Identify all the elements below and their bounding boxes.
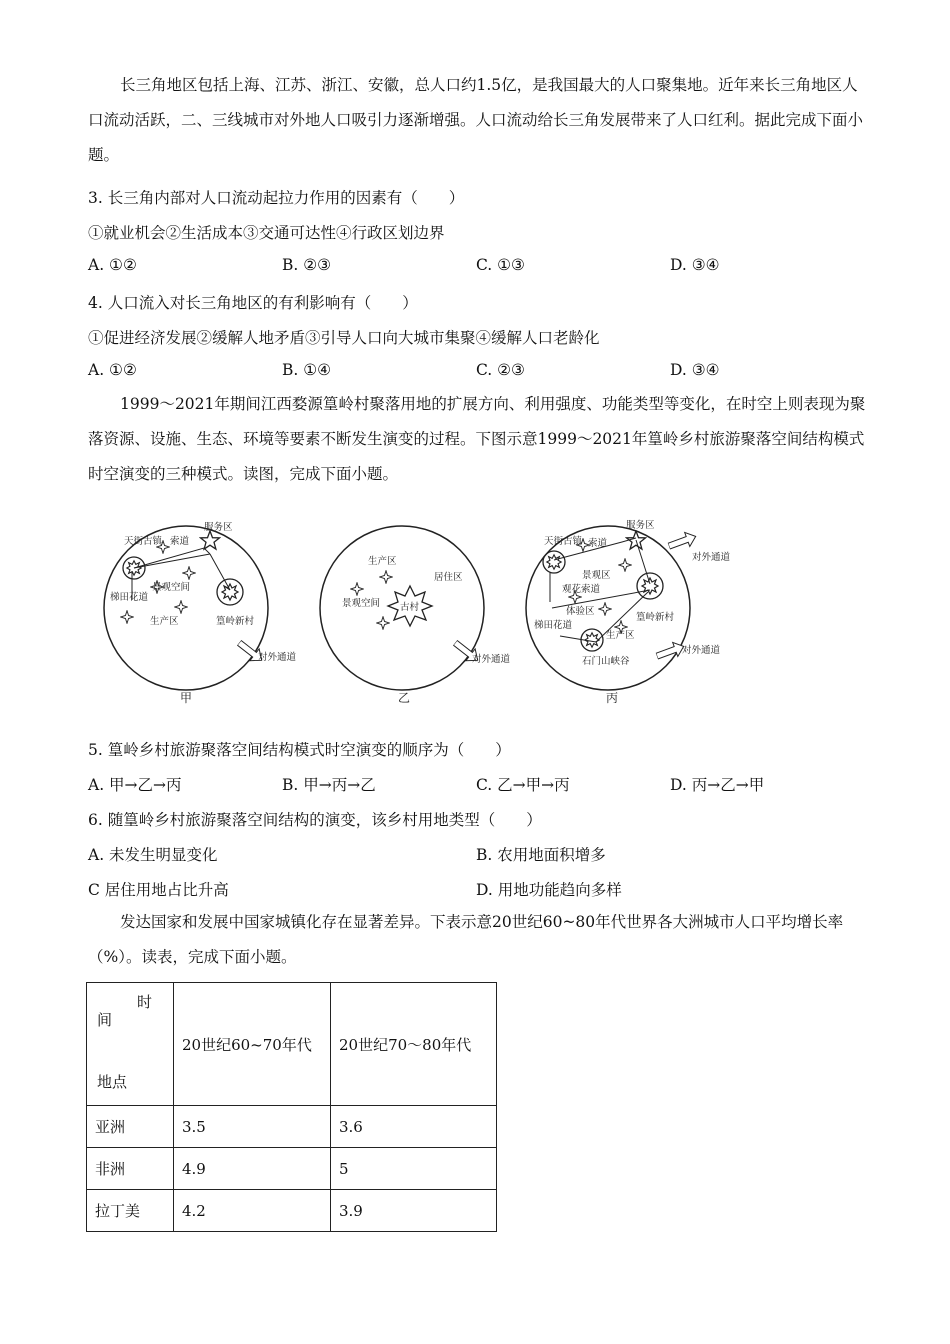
option-b[interactable]: B. ①④ <box>282 361 332 379</box>
header-col-1: 20世纪60~70年代 <box>174 983 331 1106</box>
option-a[interactable]: A. ①② <box>88 256 137 274</box>
cell-value: 3.9 <box>331 1190 497 1232</box>
label-shengchan: 生产区 <box>150 616 179 627</box>
label-tongdao: 对外通道 <box>472 654 511 665</box>
label-tianjie: 天街古镇 <box>544 536 583 547</box>
question-6-stem: 6. 随篁岭乡村旅游聚落空间结构的演变，该乡村用地类型（ ） <box>88 811 542 829</box>
settlement-diagrams-svg <box>88 512 788 722</box>
cell-place: 非洲 <box>87 1148 174 1190</box>
caption-bing: 丙 <box>606 691 619 705</box>
label-tianjie: 天街古镇 <box>124 536 163 547</box>
diagram-bing <box>526 519 731 705</box>
label-suodao: 索道 <box>588 538 608 549</box>
table-corner-cell <box>87 983 174 1106</box>
option-c[interactable]: C 居住用地占比升高 <box>88 881 229 899</box>
option-c[interactable]: C. 乙→甲→丙 <box>476 776 570 794</box>
question-3-stem: 3. 长三角内部对人口流动起拉力作用的因素有（ ） <box>88 189 465 207</box>
label-jingguan: 景观区 <box>582 570 611 581</box>
header-time-char: 时 <box>137 993 153 1011</box>
label-jingguan: 景观空间 <box>342 598 381 609</box>
diagram-jia <box>104 521 297 705</box>
header-col-2: 20世纪70～80年代 <box>331 983 497 1106</box>
option-c[interactable]: C. ①③ <box>476 256 525 274</box>
label-titian: 梯田花道 <box>534 620 573 631</box>
cell-value: 5 <box>331 1148 497 1190</box>
diagram-yi <box>320 526 511 705</box>
label-xincun: 篁岭新村 <box>636 612 675 623</box>
option-d[interactable]: D. ③④ <box>670 256 720 274</box>
option-d[interactable]: D. 丙→乙→甲 <box>670 776 765 794</box>
label-titian: 梯田花道 <box>110 592 149 603</box>
label-xincun: 篁岭新村 <box>216 616 255 627</box>
intro-huangling: 1999～2021年期间江西婺源篁岭村聚落用地的扩展方向、利用强度、功能类型等变化，在时空上则表现为聚落资源、设施、生态、环境等要素不断发生演变的过程。下图示意1999～2021年篁岭乡村旅游聚落空间结构模式时空演变的三种模式。读图，完成下面小题。 <box>88 395 866 483</box>
label-gucun: 古村 <box>400 602 420 613</box>
label-shimen: 石门山峡谷 <box>582 656 630 667</box>
table-row <box>87 1190 497 1232</box>
label-guanhua: 观花索道 <box>562 584 601 595</box>
cell-value: 4.9 <box>174 1148 331 1190</box>
label-shengchan: 生产区 <box>368 556 397 567</box>
caption-jia: 甲 <box>180 691 193 705</box>
cell-place: 亚洲 <box>87 1106 174 1148</box>
option-b[interactable]: B. 甲→丙→乙 <box>282 776 376 794</box>
header-place: 地点 <box>97 1073 128 1091</box>
question-3-items: ①就业机会②生活成本③交通可达性④行政区划边界 <box>88 224 445 242</box>
label-fuwuqu: 服务区 <box>204 522 233 533</box>
option-a[interactable]: A. ①② <box>88 361 137 379</box>
header-time-char2: 间 <box>97 1011 113 1029</box>
option-b[interactable]: B. ②③ <box>282 256 332 274</box>
cell-value: 3.5 <box>174 1106 331 1148</box>
option-c[interactable]: C. ②③ <box>476 361 525 379</box>
cell-value: 3.6 <box>331 1106 497 1148</box>
label-shengchan: 生产区 <box>606 630 635 641</box>
option-b[interactable]: B. 农用地面积增多 <box>476 846 606 864</box>
label-tongdao-2: 对外通道 <box>682 645 721 656</box>
label-tiyan: 体验区 <box>566 606 595 617</box>
option-d[interactable]: D. ③④ <box>670 361 720 379</box>
intro-yangtze-delta: 长三角地区包括上海、江苏、浙江、安徽，总人口约1.5亿，是我国最大的人口聚集地。近年来长三角地区人口流动活跃，二、三线城市对外地人口吸引力逐渐增强。人口流动给长三角发展带来了人口红利。据此完成下面小题。 <box>88 76 864 164</box>
cell-place: 拉丁美 <box>87 1190 174 1232</box>
table-row <box>87 1148 497 1190</box>
label-juzhu: 居住区 <box>434 572 463 583</box>
label-fuwuqu: 服务区 <box>626 520 655 531</box>
option-a[interactable]: A. 未发生明显变化 <box>88 846 218 864</box>
label-suodao: 索道 <box>170 536 190 547</box>
question-5-stem: 5. 篁岭乡村旅游聚落空间结构模式时空演变的顺序为（ ） <box>88 741 511 759</box>
option-d[interactable]: D. 用地功能趋向多样 <box>476 881 622 899</box>
question-4-items: ①促进经济发展②缓解人地矛盾③引导人口向大城市集聚④缓解人口老龄化 <box>88 329 600 347</box>
table-header-row <box>87 983 497 1106</box>
settlement-structure-figure <box>88 512 788 722</box>
cell-value: 4.2 <box>174 1190 331 1232</box>
urban-growth-table <box>86 982 497 1232</box>
question-4-stem: 4. 人口流入对长三角地区的有利影响有（ ） <box>88 294 418 312</box>
option-a[interactable]: A. 甲→乙→丙 <box>88 776 182 794</box>
caption-yi: 乙 <box>398 691 411 705</box>
label-tongdao: 对外通道 <box>258 652 297 663</box>
intro-urbanization: 发达国家和发展中国家城镇化存在显著差异。下表示意20世纪60~80年代世界各大洲城市人口平均增长率（%）。读表，完成下面小题。 <box>88 913 844 966</box>
label-jingguan: 景观空间 <box>152 582 191 593</box>
table-row <box>87 1106 497 1148</box>
label-tongdao-1: 对外通道 <box>692 552 731 563</box>
